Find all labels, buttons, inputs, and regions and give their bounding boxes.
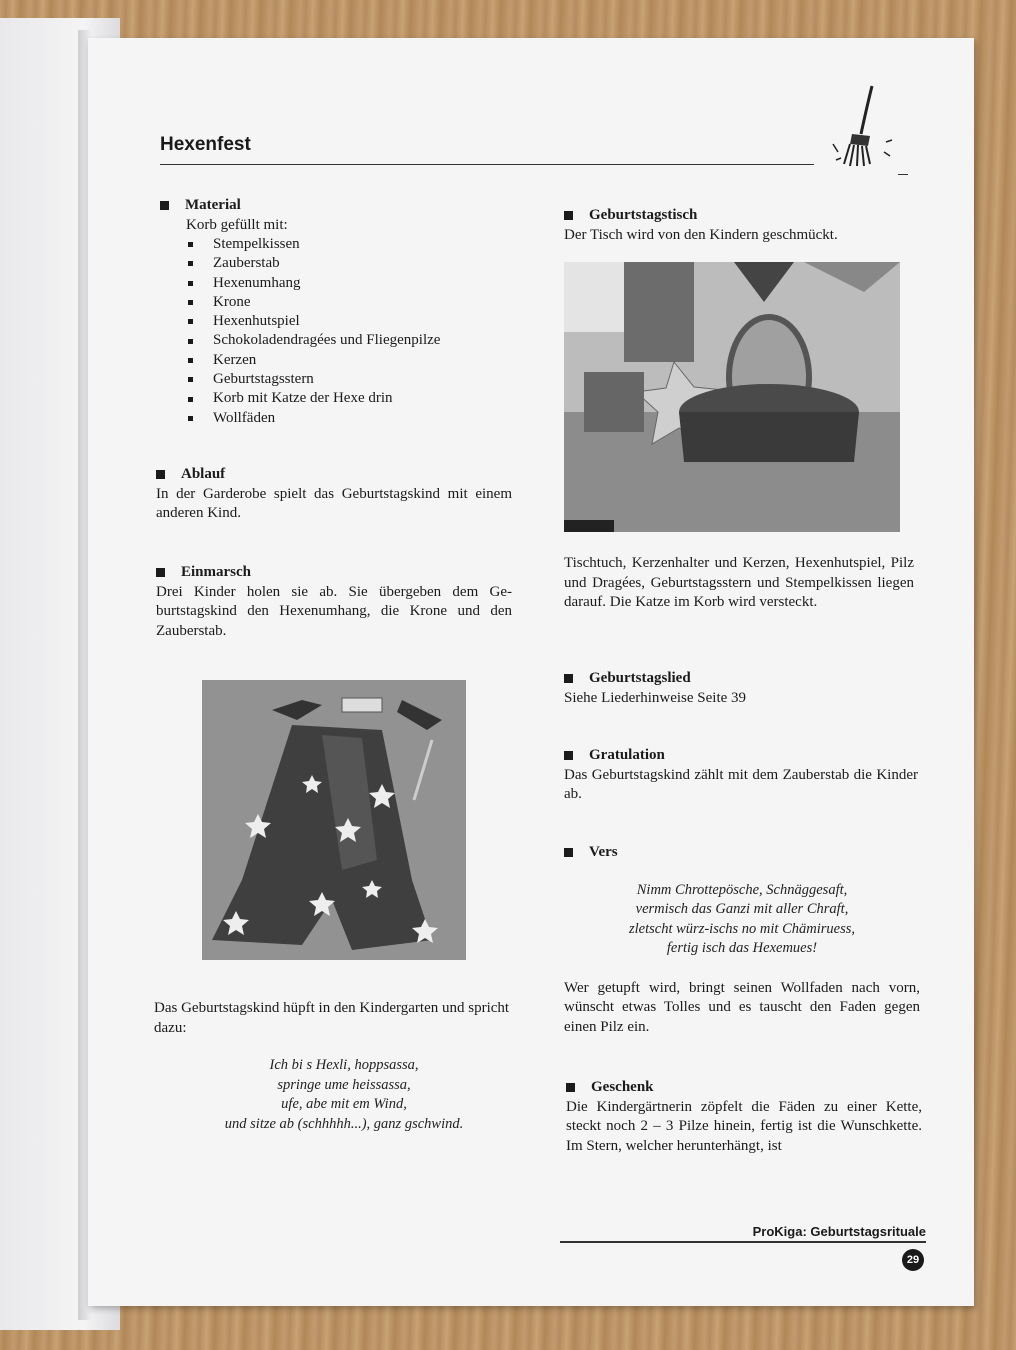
list-bullet — [188, 242, 193, 247]
huepft-section — [154, 999, 514, 1134]
vers-section — [564, 843, 920, 1037]
ablauf-section — [156, 465, 512, 524]
verse-line: ufe, abe mit em Wind, — [281, 1096, 407, 1112]
gratulation-section — [564, 746, 918, 805]
geburtstagslied-heading: Geburtstagslied — [564, 669, 920, 689]
material-list-item — [186, 370, 520, 389]
huepft-text: Das Geburtstagskind hüpft in den Kindergarten und spricht dazu: — [154, 1000, 510, 1036]
material-list-item — [186, 351, 520, 370]
material-item-label: Korb mit Katze der Hexe drin — [213, 390, 393, 407]
material-list — [186, 235, 520, 428]
ablauf-heading: Ablauf — [156, 465, 512, 485]
geburtstagstisch-heading: Geburtstagstisch — [564, 206, 920, 226]
einmarsch-heading: Einmarsch — [156, 563, 512, 583]
material-item-label: Stempelkissen — [213, 235, 300, 252]
section-bullet — [564, 848, 573, 857]
list-bullet — [188, 261, 193, 266]
material-item-label: Krone — [213, 293, 251, 310]
section-bullet — [156, 470, 165, 479]
geburtstagstisch-section — [564, 206, 920, 245]
gratulation-text: Das Geburtstagskind zählt mit dem Zauberstab die Kinder ab. — [564, 766, 918, 802]
ablauf-text: In der Garderobe spielt das Geburtstagskind mit einem anderen Kind. — [156, 485, 512, 521]
vers-text: Wer getupft wird, bringt seinen Wollfaden nach vorn, wünscht etwas Tolles und es tauscht den Faden gegen einen Pilz ein. — [564, 979, 920, 1035]
gratulation-heading: Gratulation — [564, 746, 918, 766]
list-bullet — [188, 319, 193, 324]
vers-heading: Vers — [564, 843, 920, 863]
verse-line: fertig isch das Hexemues! — [666, 940, 818, 956]
tisch-after-photo-text: Tischtuch, Kerzenhalter und Kerzen, Hexenhutspiel, Pilz und Dragées, Geburtstagsstern und Stempelkissen liegen darauf. Die Katze im Korb wird versteckt. — [564, 555, 914, 610]
list-bullet — [188, 281, 193, 286]
geschenk-section — [566, 1078, 922, 1156]
material-list-item — [186, 312, 520, 331]
verse-line: springe ume heissassa, — [277, 1076, 411, 1093]
material-item-label: Hexenumhang — [213, 274, 301, 291]
geburtstagstisch-text: Der Tisch wird von den Kindern geschmückt. — [564, 226, 838, 243]
section-bullet — [156, 568, 165, 577]
verse-line: zletscht würz-ischs no mit Chämiruess, — [629, 920, 855, 937]
material-section — [160, 196, 520, 428]
broom-icon — [828, 82, 898, 168]
verse-line: und sitze ab (schhhhh...), ganz gschwind. — [224, 1115, 464, 1132]
header-rule — [160, 164, 814, 165]
list-bullet — [188, 300, 193, 305]
material-heading: Material — [160, 196, 520, 216]
verse-line: Nimm Chrottepösche, Schnäggesaft, — [636, 881, 848, 898]
table-photo — [564, 262, 900, 532]
einmarsch-text: Drei Kinder holen sie ab. Sie übergeben dem Geburtstagskind den Hexenumhang, die Krone und den Zauberstab. — [156, 583, 512, 639]
material-list-item — [186, 409, 520, 428]
huepft-verse — [154, 1056, 514, 1134]
material-item-label: Kerzen — [213, 351, 257, 368]
material-list-item — [186, 389, 520, 408]
material-item-label: Schokoladendragées und Fliegenpilze — [213, 332, 441, 349]
cape-photo — [202, 680, 466, 960]
list-bullet — [188, 339, 193, 344]
page-title: Hexenfest — [160, 134, 251, 155]
material-list-item — [186, 331, 520, 350]
verse-line: vermisch das Ganzi mit aller Chraft, — [635, 901, 849, 917]
section-bullet — [564, 751, 573, 760]
einmarsch-section — [156, 563, 512, 641]
footer-title: ProKiga: Geburtstagsrituale — [752, 1224, 926, 1239]
material-list-item — [186, 293, 520, 312]
vers-verse — [564, 881, 920, 959]
verse-line: Ich bi s Hexli, hoppsassa, — [269, 1057, 419, 1073]
list-bullet — [188, 377, 193, 382]
material-intro: Korb gefüllt mit: — [186, 216, 288, 233]
page-number: 29 — [902, 1249, 924, 1271]
geschenk-text: Die Kindergärtnerin zöpfelt die Fäden zu einer Kette, steckt noch 2 – 3 Pilze hinein, fertig ist die Wunschkette. Im Stern, welcher herunterhängt, ist — [566, 1098, 922, 1154]
header-tick — [898, 174, 908, 175]
material-list-item — [186, 254, 520, 273]
list-bullet — [188, 416, 193, 421]
material-item-label: Wollfäden — [213, 409, 276, 426]
tisch-description — [564, 554, 914, 613]
geschenk-heading: Geschenk — [566, 1078, 922, 1098]
book-page — [88, 38, 974, 1306]
material-item-label: Zauberstab — [213, 255, 280, 272]
material-list-item — [186, 274, 520, 293]
list-bullet — [188, 397, 193, 402]
material-item-label: Geburtstagsstern — [213, 370, 314, 387]
geburtstagslied-section — [564, 669, 920, 708]
section-bullet — [564, 674, 573, 683]
section-bullet — [566, 1083, 575, 1092]
list-bullet — [188, 358, 193, 363]
footer-rule — [560, 1241, 926, 1243]
section-bullet — [564, 211, 573, 220]
material-item-label: Hexenhutspiel — [213, 313, 300, 330]
section-bullet — [160, 201, 169, 210]
material-list-item — [186, 235, 520, 254]
geburtstagslied-text: Siehe Liederhinweise Seite 39 — [564, 689, 747, 706]
